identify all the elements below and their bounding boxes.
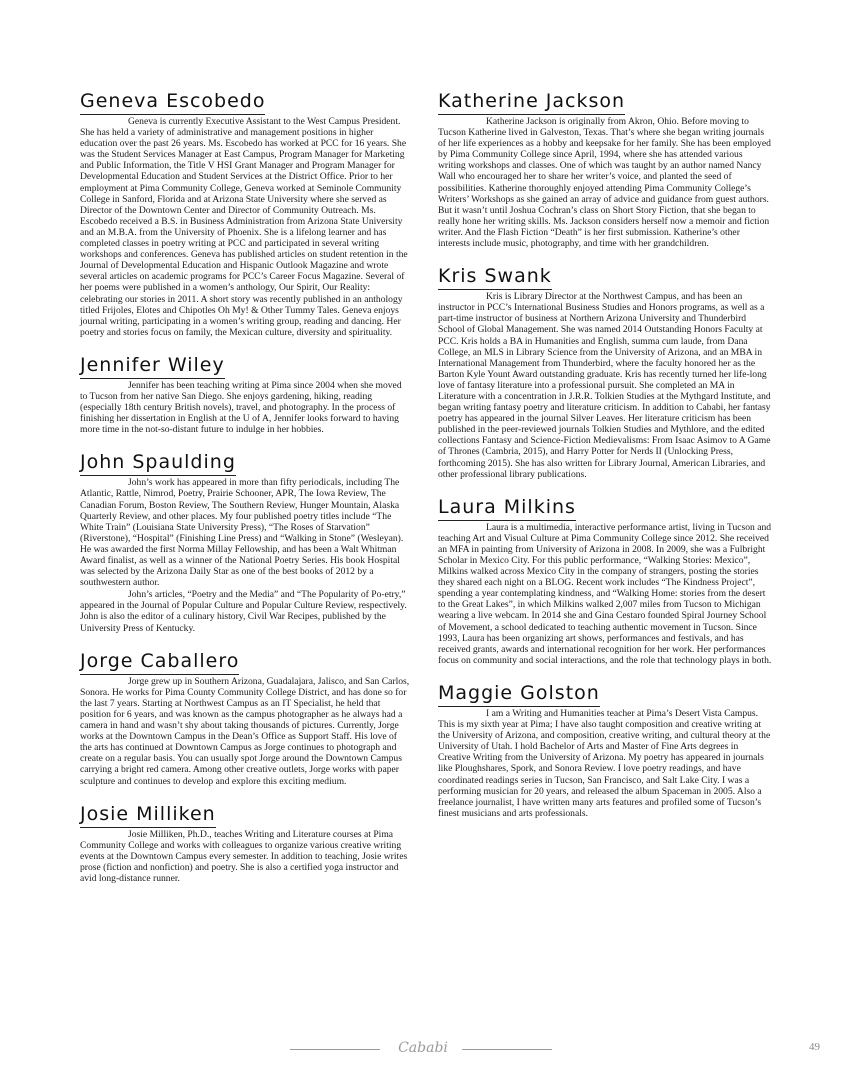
- bio-text: Laura is a multimedia, interactive performance artist, living in Tucson and teaching Art and Visual Culture at Pima Community College since 2012. She received an MFA in painting from University of Arizona in 2008. In 2009, she was a Fulbright Scholar in Mexico City. For this public performance, “Walking Stories: Mexico”, Milkins walked across Mexico City in the company of strangers, posting the stories they shared each night on a BLOG. Recent work includes “The Kindness Project”, spending a year contemplating kindness, and “Walking Home: stories from the desert to the Great Lakes”, in which Milkins walked 2,007 miles from Tucson to Michigan wearing a live webcam. In 2014 she and Gina Cestaro founded Spiral Journey School of Movement, a school dedicated to teaching authentic movement in Tucson. Since 1993, Laura has been organizing art shows, performances and festivals, and has received grants, awards and international recognition for her work. Her performances focus on community and social interactions, and the role that technology plays in both.: [438, 521, 772, 666]
- bio-text: Geneva is currently Executive Assistant to the West Campus President. She has held a variety of administrative and management positions in higher education over the past 26 years. Ms. Escobedo has worked at PCC for 16 years. She was the Student Services Manager at East Campus, Program Manager for Marketing and Public Information, the Title V HSI Grant Manager and Program Manager for Developmental Education and Student Services at the District Office. Prior to her employment at Pima Community College, Geneva worked at Seminole Community College in Sanford, Florida and at Arizona State University where she served as Director of the Downtown Center and Director of Community Outreach. Ms. Escobedo received a B.S. in Business Administration from Arizona State University and an M.B.A. from the University of Phoenix. She is a lifelong learner and has completed classes in poetry writing at PCC and participated in several writing workshops and conferences. Geneva has published articles on student retention in the Journal of Developmental Education and Hispanic Outlook Magazine and wrote several articles on academic programs for PCC’s Career Focus Magazine. Several of her poems were published in a women’s anthology, Our Spirit, Our Reality: celebrating our stories in 2011. A short story was recently published in an anthology titled Frijoles, Elotes and Chipotles Oh My! & Other Tummy Tales. Geneva enjoys journal writing, participating in a women’s writing group, reading and dancing. Her poetry and stories focus on family, the Mexican culture, diversity and spirituality.: [80, 116, 408, 338]
- bio-text: I am a Writing and Humanities teacher at Pima’s Desert Vista Campus. This is my sixth year at Pima; I have also taught composition and creative writing at the University of Arizona, and composition, creative writing, and cultural theory at the University of Utah. I hold Bachelor of Arts and Master of Fine Arts degrees in Creative Writing from the University of Arizona. My poetry has appeared in journals like Ploughshares, Spork, and Sonora Review. I love poetry readings, and have coordinated readings series in Tucson, San Francisco, and Salt Lake City. I was a performing musician for 20 years, and released the album Spaceman in 2005. Also a freelance journalist, I have written many arts features and profiled some of Tucson’s finest musicians and arts professionals.: [438, 707, 771, 819]
- footer-rule-right: [462, 1049, 552, 1050]
- bio-name: Maggie Golston: [438, 682, 600, 707]
- bio-name: John Spaulding: [80, 451, 236, 476]
- footer-rule-left: [290, 1049, 380, 1050]
- bio-name: Geneva Escobedo: [80, 90, 265, 115]
- bio-name: Jennifer Wiley: [80, 354, 225, 379]
- bio-josie-milliken: [80, 803, 410, 884]
- bio-text: Jorge grew up in Southern Arizona, Guadalajara, Jalisco, and San Carlos, Sonora. He works for Pima County Community College District, and has done so for the last 7 years. Starting at Northwest Campus as an IT Specialist, he held that position for 6 years, and was known as the campus photographer as he always had a camera in hand and wasn’t shy about taking thousands of pictures. Currently, Jorge works at the Downtown Campus in the Dean’s Office as Support Staff. His love of the arts has continued at Downtown Campus as Jorge continues to photograph and create on a regular basis. You can usually spot Jorge around the Downtown Campus carrying a bright red camera. Among other creative outlets, Jorge works with paper sculpture and continues to develop and explore this exciting medium.: [80, 675, 410, 787]
- bio-john-spaulding: [80, 451, 410, 633]
- bio-geneva-escobedo: [80, 90, 410, 338]
- left-column: [80, 90, 410, 900]
- bio-maggie-golston: [438, 682, 772, 819]
- bio-name: Josie Milliken: [80, 803, 216, 828]
- bio-name: Kris Swank: [438, 265, 552, 290]
- bio-text: John’s articles, “Poetry and the Media” and “The Popularity of Po-etry,” appeared in the Journal of Popular Culture and Popular Culture Review, respectively. John is also the editor of a culinary history, Civil War Recipes, published by the University Press of Kentucky.: [80, 589, 407, 634]
- bio-kris-swank: [438, 265, 772, 480]
- page-footer: [0, 1039, 842, 1059]
- bio-name: Katherine Jackson: [438, 90, 625, 115]
- bio-katherine-jackson: [438, 90, 772, 249]
- bio-jorge-caballero: [80, 650, 410, 787]
- bio-name: Laura Milkins: [438, 496, 576, 521]
- right-column: [438, 90, 772, 835]
- bio-text: Kris is Library Director at the Northwest Campus, and has been an instructor in PCC’s International Business Studies and Honors programs, as well as a part-time instructor of business at Northern Arizona University and Thunderbird School of Global Management. She was named 2014 Outstanding Honors Faculty at PCC. Kris holds a BA in Humanities and English, summa cum laude, from Dana College, an MLS in Library Science from the University of Arizona, and an MBA in International Management from Thunderbird, where the faculty honored her as the Barton Kyle Yount Award outstanding graduate. Kris has recently turned her life-long love of fantasy literature into a professional pursuit. She completed an MA in Literature with a concentration in J.R.R. Tolkien Studies at the Mythgard Institute, and began writing fantasy poetry and literature criticism. In addition to Cababi, her fantasy poetry has appeared in the journal Silver Leaves. Her literature criticism has been published in the peer-reviewed journals Tolkien Studies and Mythlore, and the edited collections Fantasy and Science-Fiction Medievalisms: From Isaac Asimov to A Game of Thrones (Cambria, 2015), and Harry Potter for Nerds II (Unlocking Press, forthcoming 2015). She has also written for Library Journal, American Libraries, and other professional library publications.: [438, 291, 771, 480]
- bio-laura-milkins: [438, 496, 772, 666]
- bio-text: John’s work has appeared in more than fifty periodicals, including The Atlantic, Rattle, Nimrod, Poetry, Prairie Schooner, APR, The Iowa Review, The Canadian Forum, Boston Review, The Southern Review, Hunger Mountain, Alaska Quarterly Review, and other places. My four published poetry titles include “The White Train” (Louisiana State University Press), “The Roses of Starvation” (Riverstone), “Hospital” (Finishing Line Press) and “Walking in Stone” (Wesleyan). He was awarded the first Norma Millay Fellowship, and has been a Walt Whitman Award finalist, as well as a winner of the National Poetry Series. His book Hospital was selected by the Arizona Daily Star as one of the best books of 2012 by a southwestern author.: [80, 477, 404, 589]
- bio-text: Katherine Jackson is originally from Akron, Ohio. Before moving to Tucson Katherine lived in Galveston, Texas. That’s where she began writing journals of her life experiences as a hobby and keepsake for her family. She has been employed by Pima Community College since April, 1994, where she has attended various writing workshops and classes. One of which was taught by an author named Nancy Wall who encouraged her to share her writer’s voice, and planted the seed of possibilities. Katherine thoroughly enjoyed attending Pima Community College’s Writers’ Workshops as she gained an array of advice and guidance from guest authors. But it wasn’t until Joshua Cochran’s class on Short Story Fiction, that she began to really hone her writing skills. Ms. Jackson considers herself now a memoir and fiction writer. And the Flash Fiction “Death” is her first submission. Katherine’s other interests include music, photography, and time with her grandchildren.: [438, 116, 771, 250]
- bio-text: Josie Milliken, Ph.D., teaches Writing and Literature courses at Pima Community College and works with colleagues to organize various creative writing events at the Downtown Campus every semester. In addition to teaching, Josie writes prose (fiction and nonfiction) and poetry. She is also a certified yoga instructor and avid long-distance runner.: [80, 828, 408, 884]
- page-number: 49: [809, 1041, 820, 1053]
- bio-jennifer-wiley: [80, 354, 410, 435]
- cababi-logo: Cababi: [398, 1040, 448, 1056]
- bio-text: Jennifer has been teaching writing at Pima since 2004 when she moved to Tucson from her native San Diego. She enjoys gardening, hiking, reading (especially 18th century British novels), travel, and photography. In the process of finishing her dissertation in English at the U of A, Jennifer looks forward to having more time in the not-so-distant future to indulge in her hobbies.: [80, 379, 402, 436]
- bio-name: Jorge Caballero: [80, 650, 239, 675]
